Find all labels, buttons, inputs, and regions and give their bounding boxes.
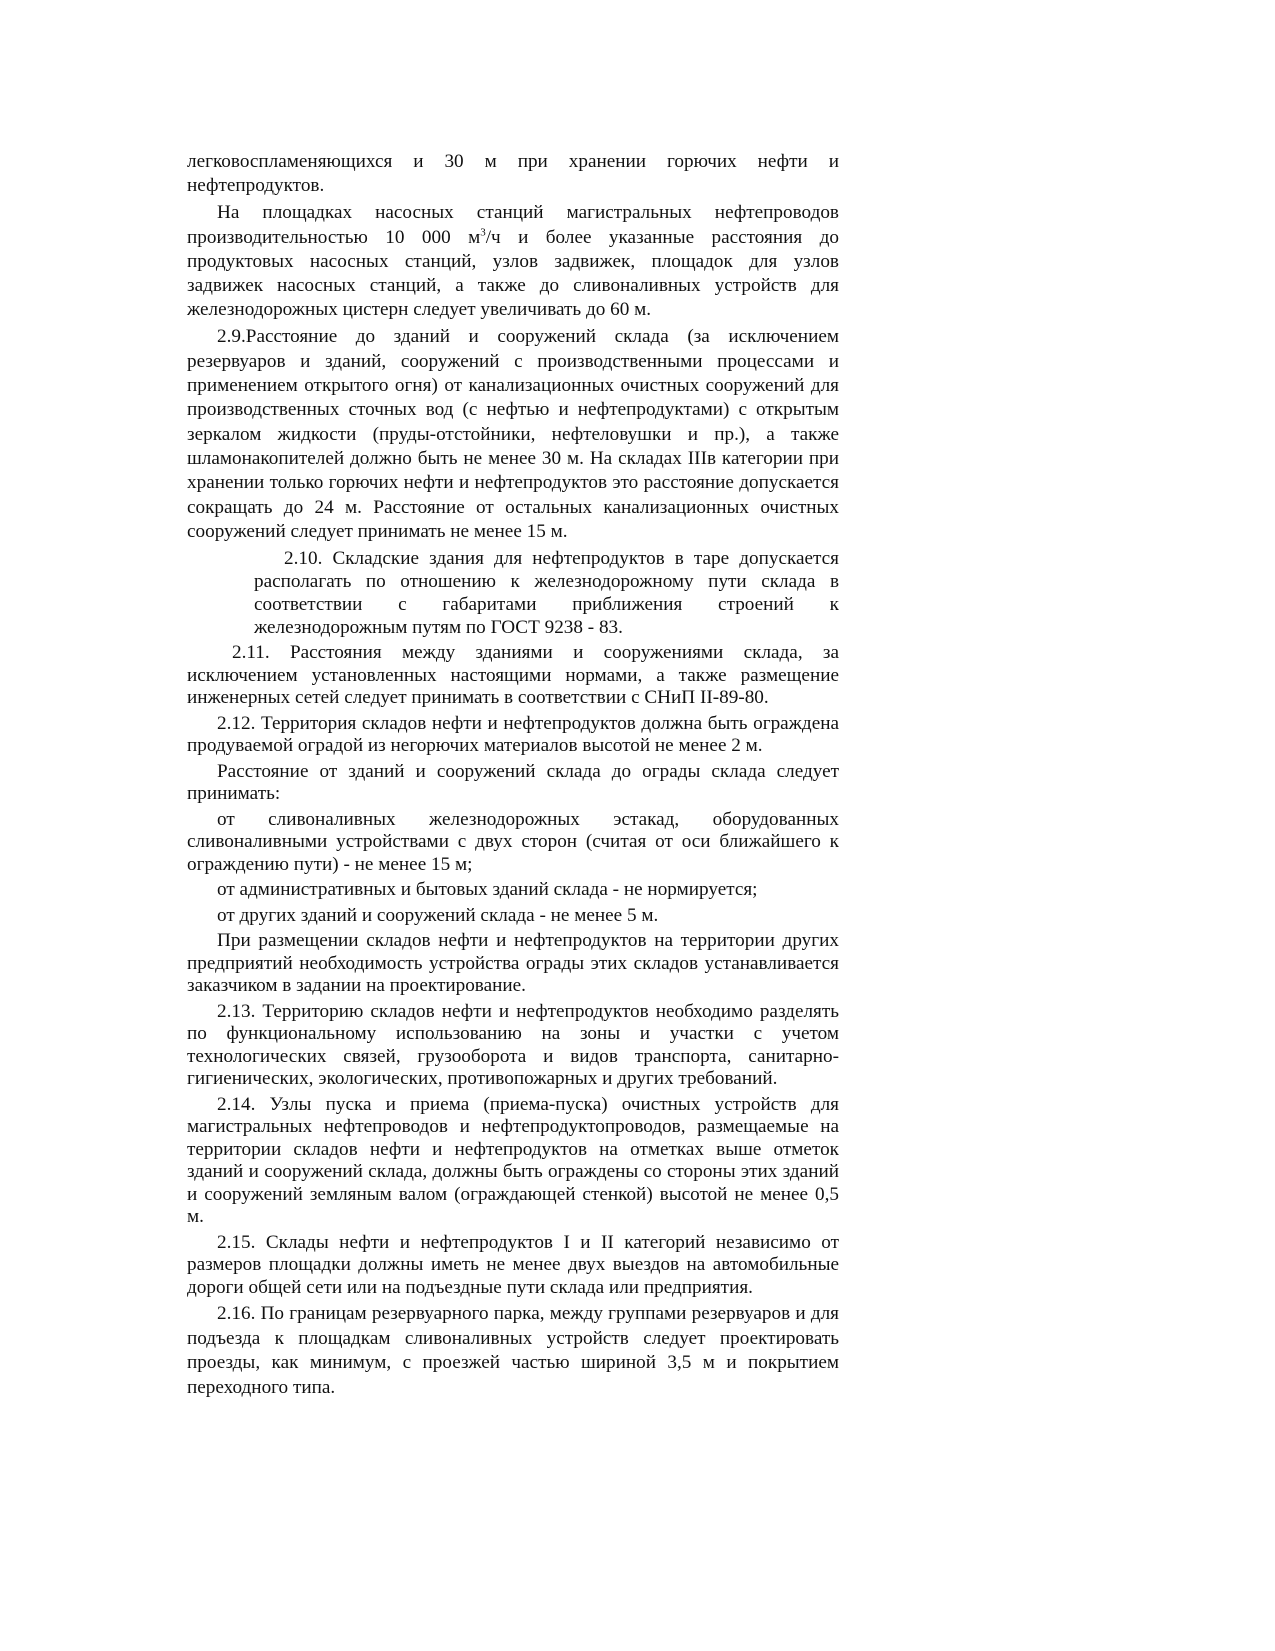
- superscript: 3: [480, 226, 486, 239]
- paragraph-fence-item-other: от других зданий и сооружений склада - не менее 5 м.: [217, 904, 659, 926]
- document-page: [187, 150, 839, 1403]
- paragraph-text: /ч и более указанные расстояния до продуктовых насосных станций, узлов задвижек, площадок для узлов задвижек насосных станций, а также до сливоналивных устройств для железнодорожных цистерн следует увеличивать до 60 м.: [187, 226, 839, 321]
- paragraph-2-9: 2.9.Расстояние до зданий и сооружений склада (за исключением резервуаров и зданий, сооружений с производственными процессами и применением открытого огня) от канализационных очистных сооружений для производственных сточных вод (с нефтью и нефтепродуктами) с открытым зеркалом жидкости (пруды-отстойники, нефтеловушки и пр.), а также шламонакопителей должно быть не менее 30 м. На складах IIIв категории при хранении только горючих нефти и нефтепродуктов это расстояние допускается сокращать до 24 м. Расстояние от остальных канализационных очистных сооружений следует принимать не менее 15 м.: [187, 326, 839, 542]
- paragraph-continuation: легковоспламеняющихся и 30 м при хранении горючих нефти и нефтепродуктов.: [187, 151, 839, 197]
- paragraph-2-10: 2.10. Складские здания для нефтепродуктов в таре допускается располагать по отношению к железнодорожному пути склада в соответствии с габаритами приближения строений к железнодорожным путям по ГОСТ 9238 - 83.: [254, 548, 839, 639]
- paragraph-fence-item-admin: от административных и бытовых зданий склада - не нормируется;: [217, 879, 758, 901]
- paragraph-2-16: 2.16. По границам резервуарного парка, между группами резервуаров и для подъезда к площадкам сливоналивных устройств следует проектировать проезды, как минимум, с проезжей частью шириной 3,5 м и покрытием переходного типа.: [187, 1303, 839, 1398]
- paragraph-2-13: 2.13. Территорию складов нефти и нефтепродуктов необходимо разделять по функциональному использованию на зоны и участки с учетом технологических связей, грузооборота и видов транспорта, санитарно-гигиенических, экологических, противопожарных и других требований.: [187, 1000, 839, 1090]
- paragraph-2-14: 2.14. Узлы пуска и приема (приема-пуска) очистных устройств для магистральных нефтепроводов и нефтепродуктопроводов, размещаемые на территории складов нефти и нефтепродуктов на отметках выше отметок зданий и сооружений склада, должны быть ограждены со стороны этих зданий и сооружений земляным валом (ограждающей стенкой) высотой не менее 0,5 м.: [187, 1093, 839, 1228]
- paragraph-fence-item-estakady: от сливоналивных железнодорожных эстакад, оборудованных сливоналивными устройствами с двух сторон (считая от оси ближайшего к ограждению пути) - не менее 15 м;: [187, 808, 839, 875]
- paragraph-fence-customer: При размещении складов нефти и нефтепродуктов на территории других предприятий необходимость устройства ограды этих складов устанавливается заказчиком в задании на проектирование.: [187, 930, 839, 997]
- paragraph-fence-distance: Расстояние от зданий и сооружений склада до ограды склада следует принимать:: [187, 760, 839, 805]
- paragraph-2-12: 2.12. Территория складов нефти и нефтепродуктов должна быть ограждена продуваемой оградой из негорючих материалов высотой не менее 2 м.: [187, 712, 839, 757]
- paragraph-text: На площадках насосных станций магистральных нефтепроводов производительностью 10 000 м: [187, 202, 839, 248]
- paragraph-2-11: 2.11. Расстояния между зданиями и сооружениями склада, за исключением установленных настоящими нормами, а также размещение инженерных сетей следует принимать в соответствии с СНиП II-89-80.: [187, 642, 839, 709]
- paragraph-pumping-stations: [187, 201, 839, 322]
- paragraph-2-15: 2.15. Склады нефти и нефтепродуктов I и II категорий независимо от размеров площадки должны иметь не менее двух выездов на автомобильные дороги общей сети или на подъездные пути склада или предприятия.: [187, 1231, 839, 1298]
